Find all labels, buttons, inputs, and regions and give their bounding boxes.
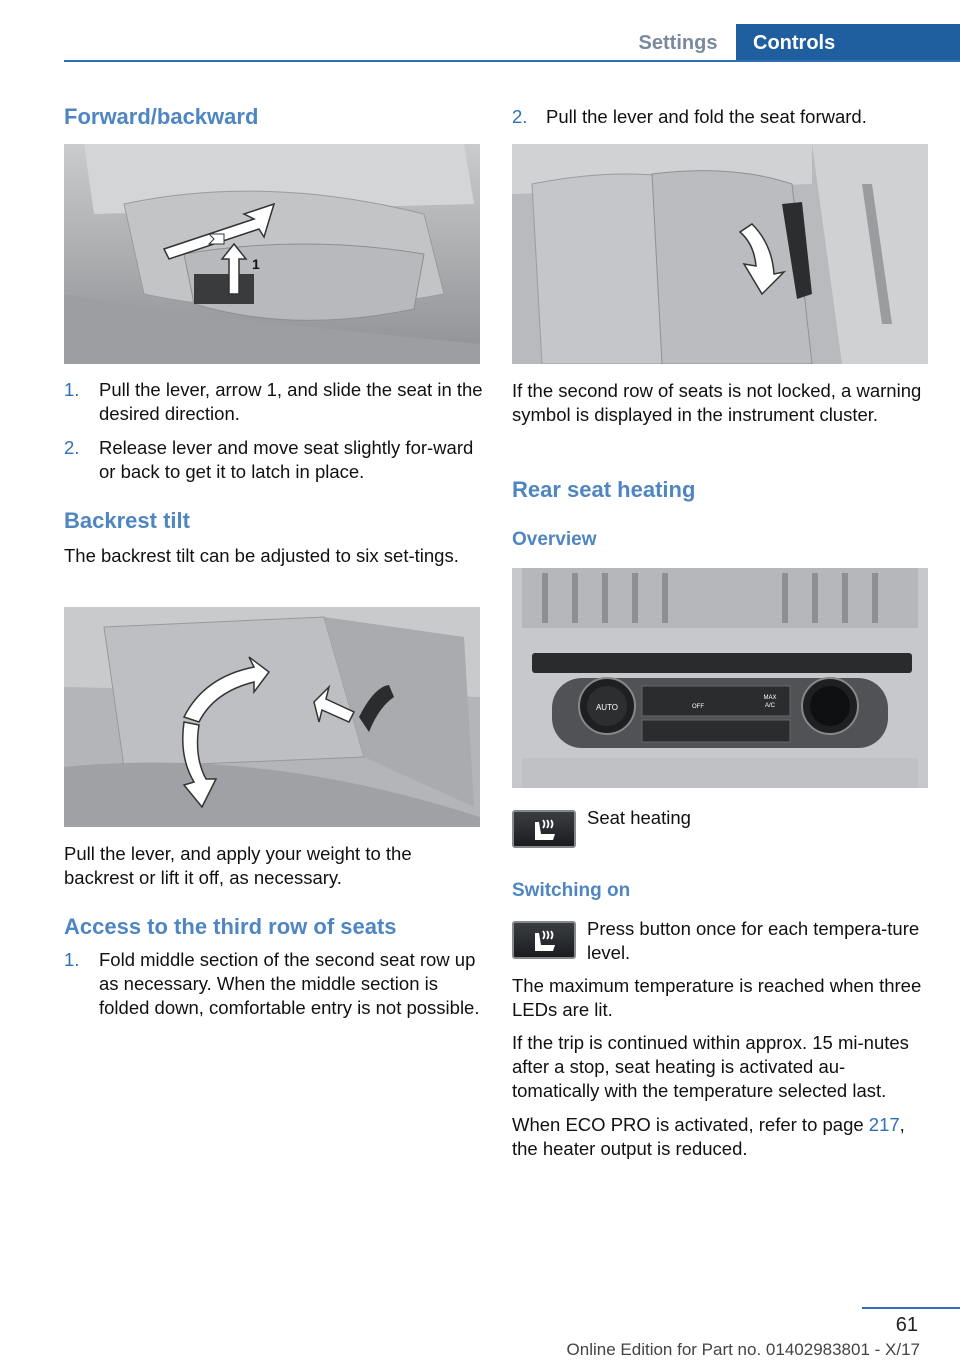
panel-off-label: OFF bbox=[692, 704, 704, 710]
heading-switching-on: Switching on bbox=[512, 880, 631, 901]
trip-text: If the trip is continued within approx. 15 mi‐nutes after a stop, seat heating is activated au‐tomatically with the temperature selected last. bbox=[512, 1032, 909, 1101]
page-number: 61 bbox=[895, 1314, 918, 1336]
max-temperature-text: The maximum temperature is reached when three LEDs are lit. bbox=[512, 975, 922, 1020]
figure-rear-climate-panel bbox=[512, 568, 928, 788]
seat-heating-button[interactable] bbox=[512, 810, 576, 848]
figure-label-1: 1 bbox=[252, 256, 260, 272]
footer-rule bbox=[862, 1307, 960, 1309]
panel-ac-label: A/C bbox=[764, 703, 776, 709]
backrest-text: The backrest tilt can be adjusted to six set‐tings. bbox=[64, 545, 459, 566]
seat-heating-button[interactable] bbox=[512, 921, 576, 959]
heading-rear-seat-heating: Rear seat heating bbox=[512, 477, 696, 502]
warning-text: If the second row of seats is not locked, a warning symbol is displayed in the instrument cluster. bbox=[512, 380, 922, 425]
seat-heating-icon bbox=[529, 927, 559, 953]
figure-fold-seat bbox=[512, 144, 928, 364]
figure-backrest-tilt bbox=[64, 607, 480, 827]
eco-pro-text-b: , the heater output is reduced. bbox=[512, 1114, 905, 1159]
step-text: Pull the lever and fold the seat forward. bbox=[546, 106, 867, 127]
heading-forward-backward: Forward/backward bbox=[64, 104, 259, 129]
panel-auto-label: AUTO bbox=[595, 703, 619, 712]
eco-pro-text-a: When ECO PRO is activated, refer to page bbox=[512, 1114, 869, 1135]
heading-overview: Overview bbox=[512, 529, 597, 550]
step-num: 2. bbox=[64, 437, 80, 458]
backrest-note: Pull the lever, and apply your weight to the backrest or lift it off, as necessary. bbox=[64, 843, 412, 888]
panel-max-label: MAX bbox=[763, 695, 777, 701]
eco-pro-text bbox=[512, 1113, 928, 1161]
step-num: 1. bbox=[64, 379, 80, 400]
step-num: 1. bbox=[64, 949, 80, 970]
page-link-217[interactable]: 217 bbox=[868, 1114, 900, 1135]
seat-heating-label: Seat heating bbox=[587, 807, 691, 828]
figure-forward-backward bbox=[64, 144, 480, 364]
step-text: Release lever and move seat slightly for‐ward or back to get it to latch in place. bbox=[99, 437, 474, 482]
step-text: Fold middle section of the second seat row up as necessary. When the middle section is folded down, comfortable entry is not possible. bbox=[99, 949, 480, 1018]
header-section: Settings bbox=[638, 31, 718, 54]
heading-backrest-tilt: Backrest tilt bbox=[64, 508, 190, 533]
step-text: Pull the lever, arrow 1, and slide the seat in the desired direction. bbox=[99, 379, 483, 424]
switch-text: Press button once for each tempera‐ture level. bbox=[587, 918, 920, 963]
footer-edition: Online Edition for Part no. 01402983801 - X/17 bbox=[566, 1340, 920, 1359]
header-rule bbox=[64, 60, 960, 62]
heading-access-third-row: Access to the third row of seats bbox=[64, 914, 397, 939]
header-chapter-tab: Controls bbox=[736, 24, 960, 62]
step-num: 2. bbox=[512, 106, 528, 127]
seat-heating-icon bbox=[529, 816, 559, 842]
